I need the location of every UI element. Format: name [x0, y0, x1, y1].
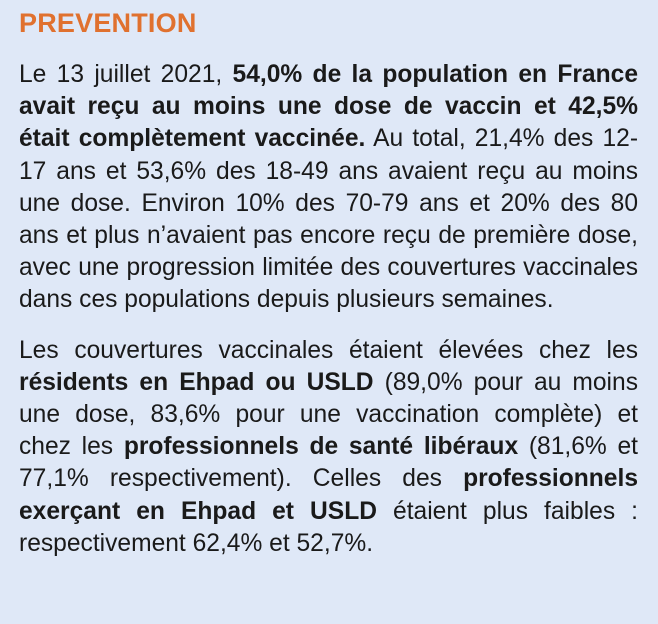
p2-bold-1: résidents en Ehpad ou USLD — [19, 368, 374, 396]
section-heading: PREVENTION — [19, 8, 197, 38]
p2-text-2: (89,0% pour au moins une dose, 83,6% pour une vaccination complète) et chez les — [19, 368, 638, 461]
p1-text-1: Le 13 juillet 2021, — [19, 61, 233, 88]
p2-text-1: Les couvertures vaccinales étaient élevées chez les — [19, 336, 638, 364]
p1-bold-1: 54,0% de la population en France avait reçu au moins une dose de vaccin et 42,5% était complètement vaccinée. — [19, 61, 638, 153]
paragraph-vaccination-groups — [19, 335, 638, 560]
p2-bold-3: professionnels exerçant en Ehpad et USLD — [19, 465, 638, 525]
p2-bold-2: professionnels de santé libéraux — [123, 433, 519, 461]
p1-text-2: Au total, 21,4% des 12-17 ans et 53,6% des 18-49 ans avaient reçu au moins une dose. Environ 10% des 70-79 ans et 20% des 80 ans et plus n’avaient pas encore reçu de première dose, avec une progression limitée des couvertures vaccinales dans ces populations depuis plusieurs semaines. — [19, 125, 639, 314]
p2-text-4: étaient plus faibles : respectivement 62,4% et 52,7%. — [19, 497, 639, 557]
p2-text-3: (81,6% et 77,1% respectivement). Celles des — [19, 433, 638, 493]
paragraph-vaccination-overview — [19, 59, 638, 317]
